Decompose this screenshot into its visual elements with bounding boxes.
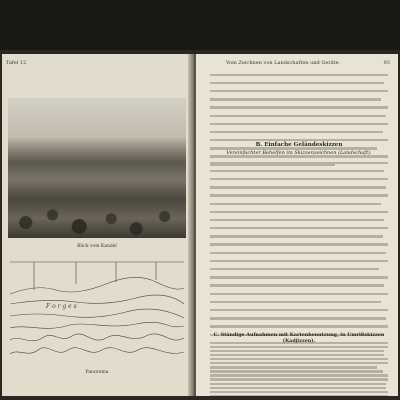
- photo-caption: Blick vom Kandel: [77, 244, 117, 249]
- right-running-head: Vom Zeichnen von Landschaften und Geräte.: [226, 60, 341, 66]
- subheading-1: Vereinfachter Behelfen im Skizzenzeichnen (Landschaft).: [226, 150, 372, 156]
- panorama-sketch: [6, 254, 188, 366]
- paragraph-181: [210, 344, 388, 396]
- left-page: [2, 54, 192, 396]
- photo-trees: [8, 161, 186, 238]
- landscape-photo: [8, 98, 186, 238]
- svg-text:F o r g e s: F o r g e s: [46, 303, 77, 310]
- right-page-number: 93: [383, 60, 390, 66]
- right-page: [196, 54, 398, 396]
- open-book: [0, 50, 400, 400]
- diagram-caption: Panorama: [85, 370, 109, 375]
- section-title: B. Einfache Geländeskizzen: [255, 142, 343, 148]
- left-running-head: Tafel 12: [6, 60, 27, 66]
- subheading-2: C. Ständige Aufnahmen mit Kartenbenutzung, in Umrißskizzen (Kadjizzen).: [213, 332, 385, 344]
